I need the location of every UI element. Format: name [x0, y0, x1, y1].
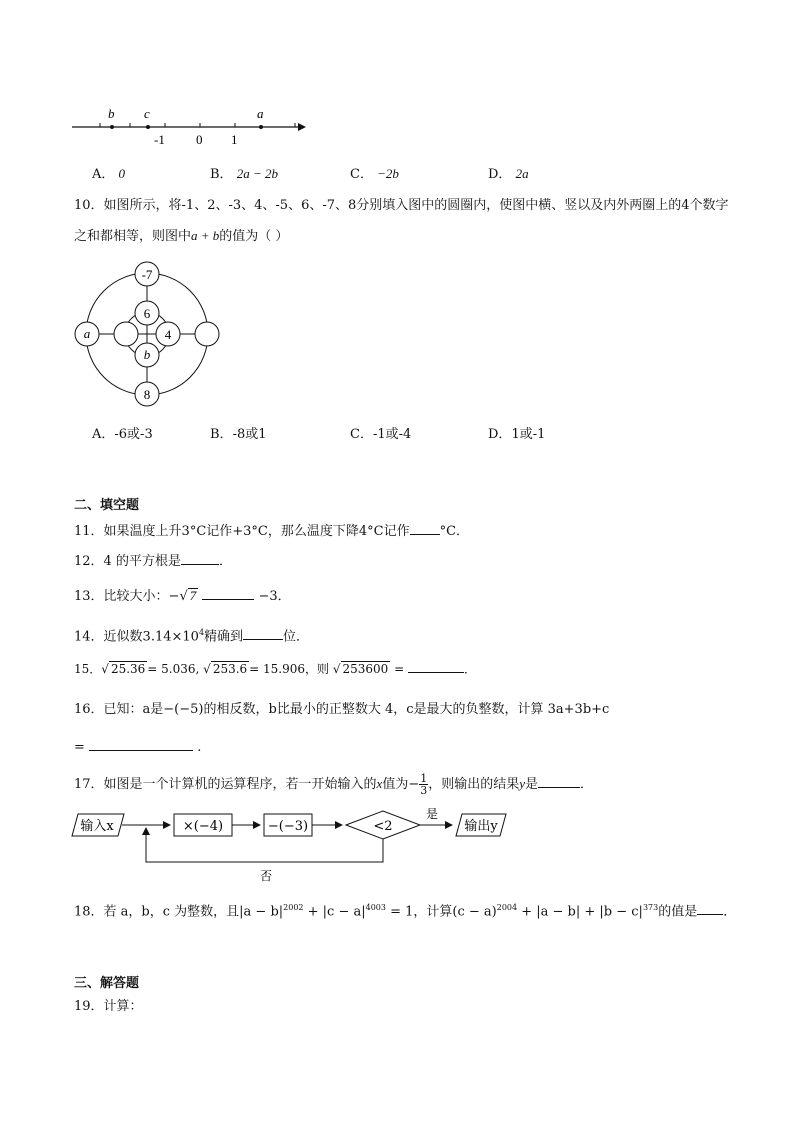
- q10-option-b: B．-8或1: [210, 427, 267, 442]
- q10-circle-diagram: [70, 258, 230, 410]
- q16-line1: 16．已知：a是−(−5)的相反数，b比最小的正整数大 4，c是最大的负整数，计算 3a+3b+c: [74, 702, 610, 717]
- nl-label-minus1: -1: [154, 132, 165, 147]
- q10-text-line2: 之和都相等，则图中a + b的值为（ ）: [74, 228, 289, 244]
- nl-label-1: 1: [231, 132, 238, 147]
- q17-text: 17．如图是一个计算机的运算程序，若一开始输入的x值为− $\frac{1}{3}$ ，则输出的结果y是 ．: [74, 772, 594, 797]
- q10-option-c: C．-1或-4: [350, 427, 412, 442]
- flow-input: 输入x: [80, 819, 114, 834]
- q12: 12．4 的平方根是 ．: [74, 551, 232, 571]
- q14: 14．近似数$3.14\times 10^4$精确到 位．: [74, 628, 310, 645]
- flow-output: 输出y: [464, 819, 498, 834]
- flow-multiply: ×(−4): [182, 819, 224, 834]
- circle-bottom: 8: [143, 387, 151, 402]
- nl-label-0: 0: [196, 132, 203, 147]
- q17-flowchart: [70, 806, 530, 886]
- q16-line2: = .: [74, 737, 201, 757]
- q9-option-c: C． −2b: [350, 166, 399, 182]
- section-solve-heading: 三、解答题: [74, 976, 140, 991]
- q10-option-a: A．-6或-3: [92, 427, 153, 442]
- circle-inner-top: 6: [143, 306, 151, 321]
- flow-subtract: −(−3): [267, 819, 309, 834]
- circle-left: a: [83, 326, 91, 341]
- q15: 15．√ 25.36 = 5.036, √ 253.6 = 15.906，则 √ 253600 = ．: [74, 659, 476, 678]
- q9-option-a: A． 0: [92, 166, 126, 182]
- nl-label-c: c: [144, 106, 150, 121]
- circle-inner-right: 4: [164, 327, 172, 342]
- q13: 13．比较大小：−√ 7 −3．: [74, 588, 291, 604]
- flow-yes: 是: [425, 807, 439, 821]
- nl-label-b: b: [108, 106, 115, 121]
- q10-text-line1: 10．如图所示，将-1、2、-3、4、-5、6、-7、8分别填入图中的圆圈内，使图中横、竖以及内外两圈上的4个数字: [74, 198, 729, 213]
- flow-no: 否: [259, 869, 273, 883]
- q10-option-d: D．1或-1: [488, 427, 546, 442]
- q19: 19．计算：: [74, 999, 143, 1014]
- nl-label-a: a: [257, 106, 264, 121]
- flow-condition: <2: [373, 819, 393, 834]
- circle-inner-bottom: b: [143, 347, 151, 362]
- circle-top: -7: [141, 267, 153, 282]
- q9-option-d: D． 2a: [488, 166, 529, 182]
- number-line: [70, 104, 315, 150]
- q9-option-b: B． 2a − 2b: [210, 166, 278, 182]
- q11: 11．如果温度上升3°C记作+3°C，那么温度下降4°C记作 °C．: [74, 521, 469, 541]
- section-fill-blank-heading: 二、填空题: [74, 498, 140, 513]
- q18: 18．若 a，b，c 为整数，且$|a - b|^{2002} + |c - a|^{4003} = 1$，计算$(c - a)^{2004} + |a - b| + |b - c|^{373}$的值是 ．: [74, 903, 737, 920]
